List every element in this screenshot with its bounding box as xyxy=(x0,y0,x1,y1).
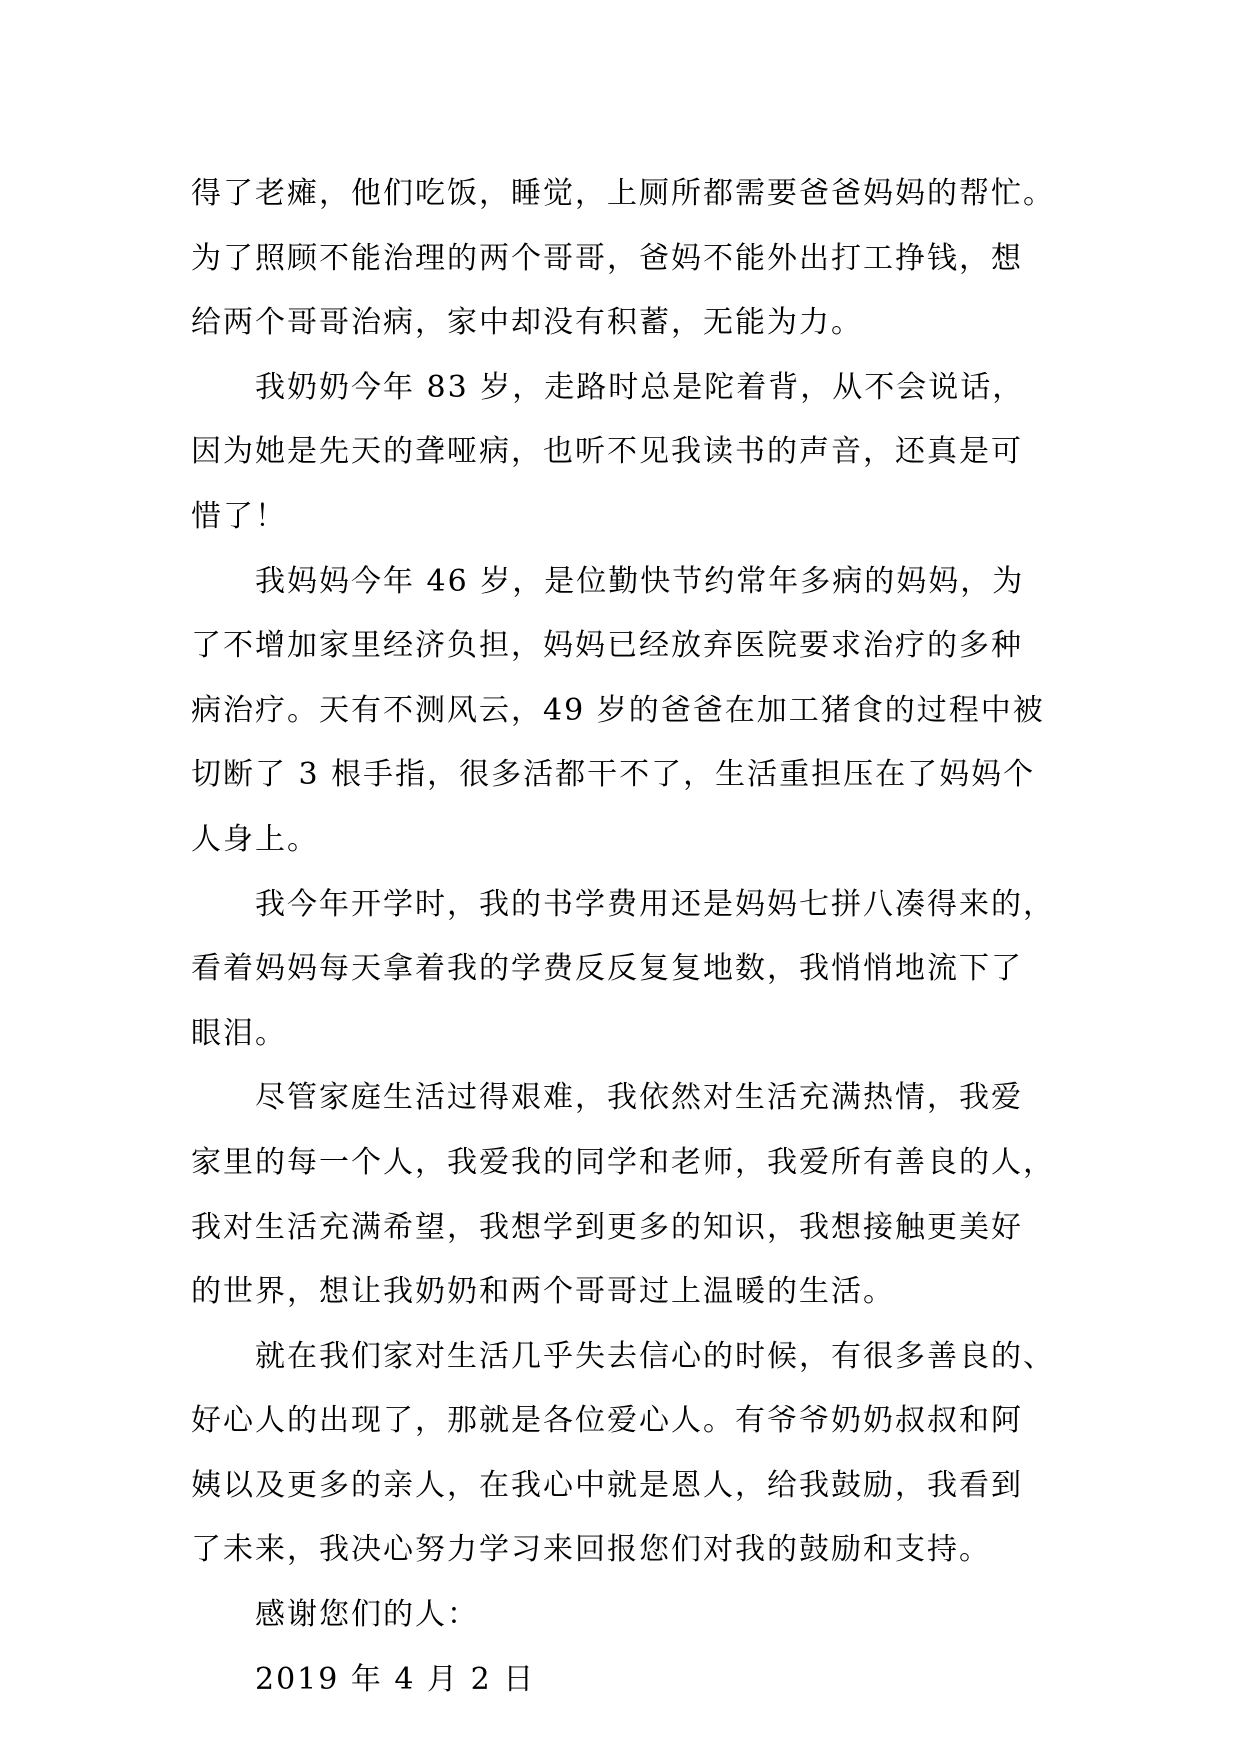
paragraph-start-line: 就在我们家对生活几乎失去信心的时候，有很多善良的、 xyxy=(255,1338,1055,1374)
paragraph-start-line: 我奶奶今年 83 岁，走路时总是陀着背，从不会说话， xyxy=(255,369,1025,405)
text-line: 病治疗。天有不测风云，49 岁的爸爸在加工猪食的过程中被 xyxy=(191,692,1045,728)
text-line: 我对生活充满希望，我想学到更多的知识，我想接触更美好 xyxy=(191,1209,1023,1245)
text-line: 看着妈妈每天拿着我的学费反反复复地数，我悄悄地流下了 xyxy=(191,951,1023,987)
text-line: 姨以及更多的亲人，在我心中就是恩人，给我鼓励，我看到 xyxy=(191,1467,1023,1503)
text-line: 了未来，我决心努力学习来回报您们对我的鼓励和支持。 xyxy=(191,1532,991,1568)
text-line: 眼泪。 xyxy=(191,1015,287,1051)
letter-body xyxy=(191,162,1053,1712)
closing-line: 感谢您们的人： xyxy=(255,1597,479,1633)
text-line: 好心人的出现了，那就是各位爱心人。有爷爷奶奶叔叔和阿 xyxy=(191,1403,1023,1439)
date-line: 2019 年 4 月 2 日 xyxy=(255,1661,536,1697)
text-line: 给两个哥哥治病，家中却没有积蓄，无能为力。 xyxy=(191,305,863,341)
text-line: 得了老瘫，他们吃饭，睡觉，上厕所都需要爸爸妈妈的帮忙。 xyxy=(191,176,1055,211)
text-line: 因为她是先天的聋哑病，也听不见我读书的声音，还真是可 xyxy=(191,434,1023,470)
text-line: 为了照顾不能治理的两个哥哥，爸妈不能外出打工挣钱，想 xyxy=(191,240,1023,276)
text-line: 惜了！ xyxy=(191,498,287,534)
text-line: 的世界，想让我奶奶和两个哥哥过上温暖的生活。 xyxy=(191,1274,895,1310)
text-line: 家里的每一个人，我爱我的同学和老师，我爱所有善良的人， xyxy=(191,1144,1055,1180)
text-line: 了不增加家里经济负担，妈妈已经放弃医院要求治疗的多种 xyxy=(191,628,1023,664)
paragraph-start-line: 尽管家庭生活过得艰难，我依然对生活充满热情，我爱 xyxy=(255,1080,1023,1116)
text-line: 人身上。 xyxy=(191,821,319,857)
paragraph-start-line: 我今年开学时，我的书学费用还是妈妈七拼八凑得来的， xyxy=(255,886,1055,922)
text-line: 切断了 3 根手指，很多活都干不了，生活重担压在了妈妈个 xyxy=(191,757,1036,793)
paragraph-start-line: 我妈妈今年 46 岁，是位勤快节约常年多病的妈妈，为 xyxy=(255,563,1025,599)
